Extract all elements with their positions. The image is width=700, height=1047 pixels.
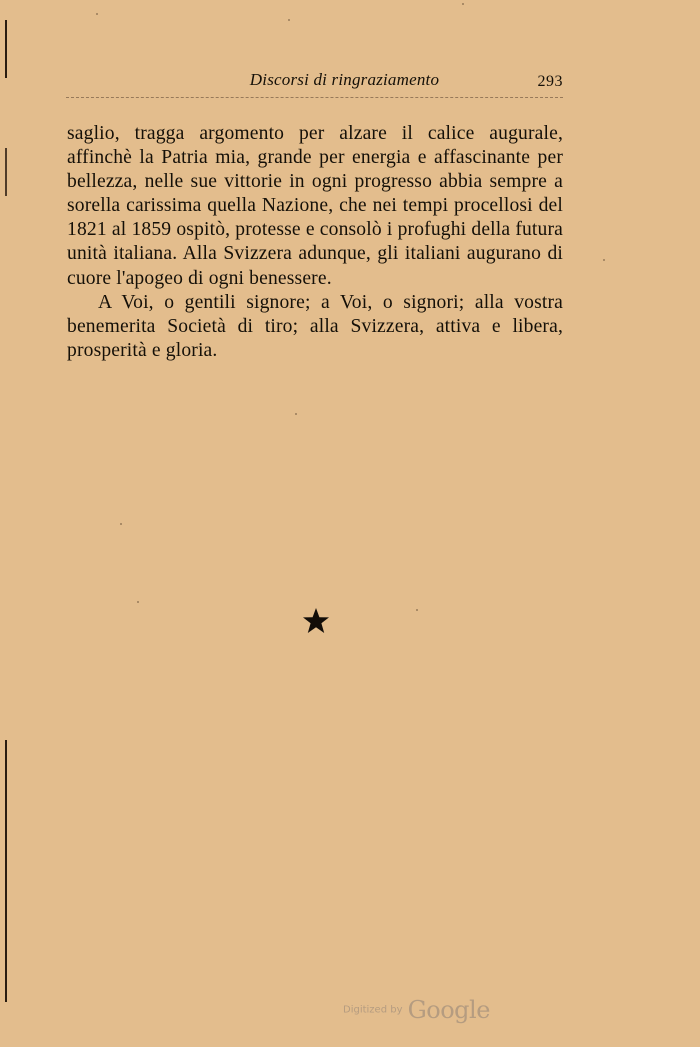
paragraph: A Voi, o gentili signore; a Voi, o signori; alla vostra benemerita Società di tiro; alla Svizzera, attiva e libera, prosperità e gloria. — [67, 291, 563, 361]
paper-speck — [416, 609, 418, 611]
page-header — [66, 70, 563, 94]
paper-speck — [603, 259, 605, 261]
paragraph: saglio, tragga argomento per alzare il calice augurale, affinchè la Patria mia, grande per energia e affascinante per bellezza, nelle sue vittorie in ogni progresso abbia sempre a sorella carissima quella Nazione, che nei tempi procellosi del 1821 al 1859 ospitò, protesse e consolò i profughi della futura unità italiana. Alla Svizzera adunque, gli italiani augurano di cuore l'apogeo di ogni benessere. — [67, 123, 563, 289]
star-shape — [303, 608, 329, 633]
paper-speck — [288, 19, 290, 21]
paper-speck — [137, 601, 139, 603]
page-number: 293 — [537, 73, 563, 90]
paper-speck — [120, 523, 122, 525]
google-logo: Google — [407, 996, 490, 1024]
body-text — [67, 122, 563, 363]
page-binding-edge — [5, 0, 7, 1047]
paper-speck — [96, 13, 98, 15]
paper-speck — [295, 413, 297, 415]
running-title: Discorsi di ringraziamento — [249, 70, 440, 89]
star-icon — [301, 606, 331, 636]
header-rule — [66, 97, 563, 98]
watermark-prefix: Digitized by — [343, 1004, 403, 1016]
paper-speck — [462, 3, 464, 5]
digitized-watermark — [343, 996, 490, 1024]
